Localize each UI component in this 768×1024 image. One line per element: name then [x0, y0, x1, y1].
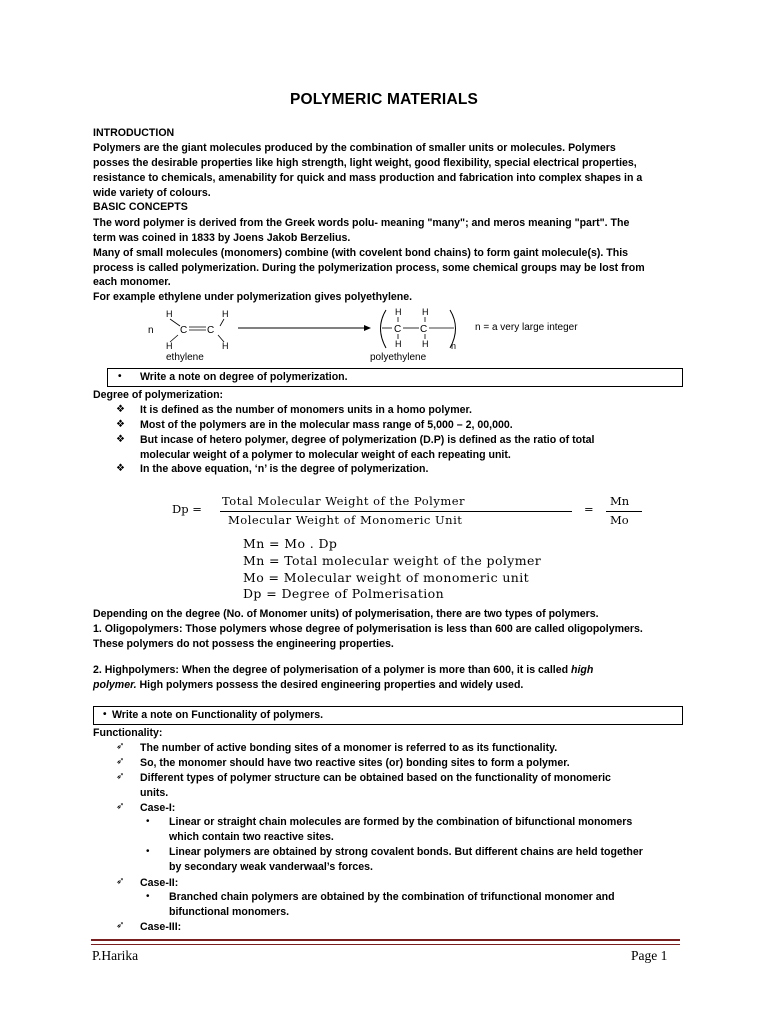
reaction-n: n: [148, 325, 154, 336]
poly-h3: H: [395, 339, 402, 349]
intro-line: resistance to chemicals, amenability for quick and mass production and fabrication into complex shapes in a: [93, 172, 643, 184]
dot-bullet-icon: •: [146, 846, 150, 857]
basic-line: For example ethylene under polymerization gives polyethylene.: [93, 291, 413, 303]
ethylene-h2: H: [222, 309, 229, 319]
ethylene-h1: H: [166, 309, 173, 319]
basic-heading: BASIC CONCEPTS: [93, 201, 188, 213]
poly-c2: C: [420, 324, 428, 335]
func-item: units.: [140, 787, 169, 799]
case-1-item: Linear polymers are obtained by strong covalent bonds. But different chains are held together: [169, 846, 643, 858]
arrow-bullet-icon: ➶: [116, 771, 125, 782]
question-text: Write a note on Functionality of polymers.: [112, 709, 324, 721]
case-2-item: bifunctional monomers.: [169, 906, 290, 918]
formula-equals: =: [584, 502, 594, 516]
formula-lhs: Dp =: [172, 502, 202, 516]
dot-bullet-icon: •: [146, 816, 150, 827]
highpolymer-italic: polymer.: [93, 679, 137, 691]
question-bullet: •: [118, 371, 122, 382]
ethylene-h3: H: [166, 341, 173, 351]
diamond-bullet-icon: ❖: [116, 434, 125, 445]
formula-line: Dp = Degree of Polmerisation: [243, 586, 445, 601]
func-item: Different types of polymer structure can be obtained based on the functionality of monomeric: [140, 772, 611, 784]
left-bracket: [381, 310, 387, 348]
types-line: Depending on the degree (No. of Monomer units) of polymerisation, there are two types of polymers.: [93, 608, 599, 620]
case-2-heading: Case-II:: [140, 877, 179, 889]
dp-item: It is defined as the number of monomers units in a homo polymer.: [140, 404, 472, 416]
formula-rhs-bar: [606, 511, 642, 512]
dp-item: molecular weight of a polymer to molecular weight of each repeating unit.: [140, 449, 511, 461]
arrow-bullet-icon: ➶: [116, 876, 125, 887]
footer-page-number: Page 1: [631, 948, 668, 963]
diamond-bullet-icon: ❖: [116, 419, 125, 430]
arrow-bullet-icon: ➶: [116, 920, 125, 931]
poly-subscript-n: n: [451, 341, 457, 351]
poly-c1: C: [394, 324, 402, 335]
highpolymer-line-2: [93, 678, 675, 693]
question-box-functionality: [93, 706, 683, 725]
basic-line: Many of small molecules (monomers) combine (with covelent bond chains) to form gaint molecule(s). This: [93, 247, 629, 259]
basic-line: process is called polymerization. During the polymerization process, some chemical groups may be lost from: [93, 262, 645, 274]
page-title: POLYMERIC MATERIALS: [289, 91, 479, 108]
footer-author: P.Harika: [92, 948, 139, 963]
formula-line: Mo = Molecular weight of monomeric unit: [243, 570, 530, 585]
highpolymer-text: 2. Highpolymers: When the degree of polymerisation of a polymer is more than 600, it is called: [93, 664, 572, 676]
footer-rule-thin: [91, 944, 680, 945]
formula-rhs-denominator: Mo: [610, 513, 629, 527]
arrow-bullet-icon: ➶: [116, 801, 125, 812]
intro-line: Polymers are the giant molecules produced by the combination of smaller units or molecules. Polymers: [93, 142, 616, 154]
formula-numerator: Total Molecular Weight of the Polymer: [222, 494, 466, 508]
dp-item: But incase of hetero polymer, degree of polymerization (D.P) is defined as the ratio of total: [140, 434, 595, 446]
ethylene-h4: H: [222, 341, 229, 351]
question-text: Write a note on degree of polymerization.: [140, 371, 348, 383]
basic-line: The word polymer is derived from the Greek words polu- meaning "many"; and meros meaning "part". The: [93, 217, 630, 229]
diamond-bullet-icon: ❖: [116, 404, 125, 415]
highpolymer-italic: high: [571, 664, 594, 676]
arrow-bullet-icon: ➶: [116, 741, 125, 752]
diamond-bullet-icon: ❖: [116, 463, 125, 474]
dp-heading: Degree of polymerization:: [93, 389, 224, 401]
n-note: n = a very large integer: [475, 322, 578, 333]
ethylene-c2: C: [207, 325, 215, 336]
highpolymer-text: High polymers possess the desired engineering properties and widely used.: [136, 679, 524, 691]
case-1-item: by secondary weak vanderwaal’s forces.: [169, 861, 373, 873]
case-1-heading: Case-I:: [140, 802, 176, 814]
ethylene-c1: C: [180, 325, 188, 336]
intro-line: posses the desirable properties like high strength, light weight, good flexibility, special electrical properties,: [93, 157, 637, 169]
dp-item: Most of the polymers are in the molecular mass range of 5,000 – 2, 00,000.: [140, 419, 513, 431]
basic-line: each monomer.: [93, 276, 171, 288]
poly-h2: H: [422, 307, 429, 317]
formula-denominator: Molecular Weight of Monomeric Unit: [228, 513, 463, 527]
ethylene-label: ethylene: [166, 352, 204, 363]
question-box-degree: [107, 368, 683, 387]
formula-line: Mn = Mo . Dp: [243, 536, 338, 551]
ethylene-reaction-diagram: [140, 302, 640, 366]
case-1-item: which contain two reactive sites.: [169, 831, 334, 843]
poly-h1: H: [395, 307, 402, 317]
question-bullet: •: [103, 709, 107, 720]
arrow-bullet-icon: ➶: [116, 756, 125, 767]
footer-rule-thick: [91, 939, 680, 941]
basic-line: term was coined in 1833 by Joens Jakob Berzelius.: [93, 232, 351, 244]
types-line: These polymers do not possess the engineering properties.: [93, 638, 394, 650]
formula-rhs-numerator: Mn: [610, 494, 630, 508]
poly-h4: H: [422, 339, 429, 349]
formula-fraction-bar: [220, 511, 572, 512]
polyethylene-label: polyethylene: [370, 352, 427, 363]
dot-bullet-icon: •: [146, 891, 150, 902]
func-heading: Functionality:: [93, 727, 163, 739]
intro-heading: INTRODUCTION: [93, 127, 175, 139]
case-2-item: Branched chain polymers are obtained by the combination of trifunctional monomer and: [169, 891, 615, 903]
highpolymer-line: [93, 663, 675, 678]
func-item: So, the monomer should have two reactive sites (or) bonding sites to form a polymer.: [140, 757, 570, 769]
intro-line: wide variety of colours.: [93, 187, 211, 199]
case-1-item: Linear or straight chain molecules are formed by the combination of bifunctional monomers: [169, 816, 633, 828]
dp-item: In the above equation, ‘n’ is the degree of polymerization.: [140, 463, 429, 475]
formula-line: Mn = Total molecular weight of the polymer: [243, 553, 542, 568]
func-item: The number of active bonding sites of a monomer is referred to as its functionality.: [140, 742, 558, 754]
types-line: 1. Oligopolymers: Those polymers whose degree of polymerisation is less than 600 are called oligopolymers.: [93, 623, 643, 635]
case-3-heading: Case-III:: [140, 921, 182, 933]
